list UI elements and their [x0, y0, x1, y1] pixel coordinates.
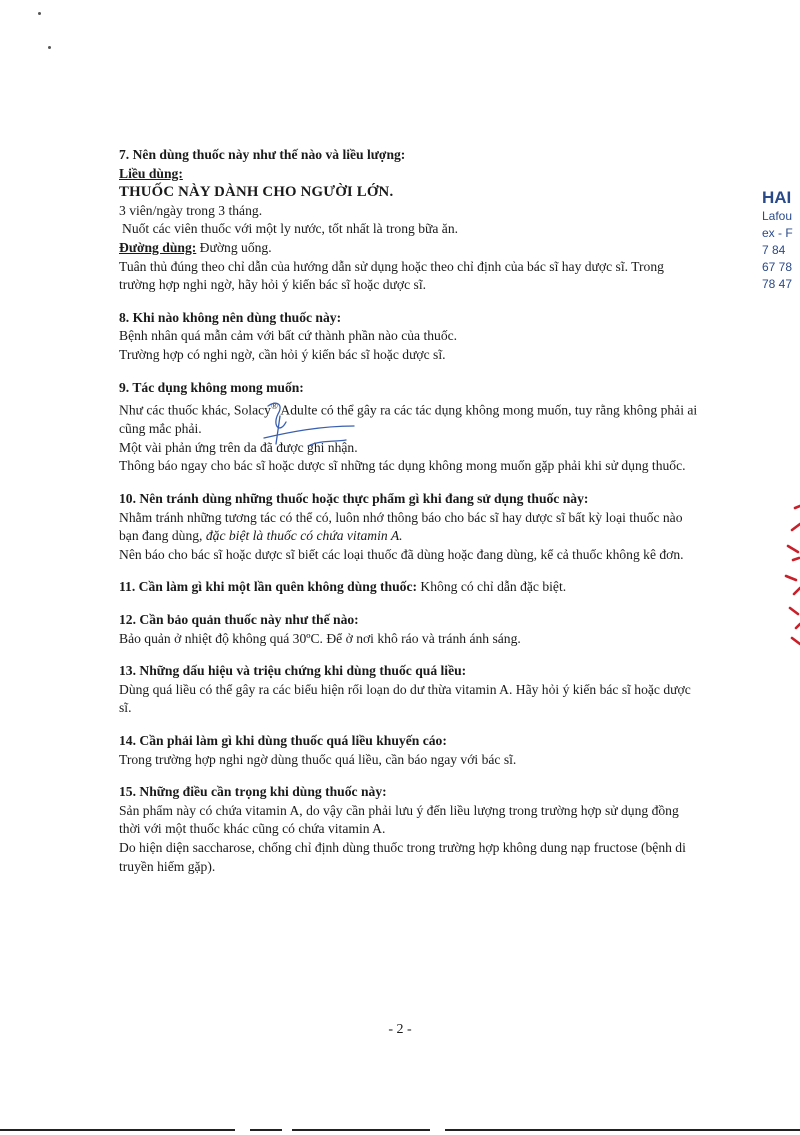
section-heading: 7. Nên dùng thuốc này như thế nào và liều lượng:: [119, 147, 406, 162]
section-heading: 12. Cần bảo quản thuốc này như thế nào:: [119, 612, 359, 627]
text-run: Không có chỉ dẫn đặc biệt.: [417, 579, 567, 595]
text-run: Như các thuốc khác, Solacy: [119, 402, 271, 418]
section-12: [119, 611, 699, 648]
section-heading: 8. Khi nào không nên dùng thuốc này:: [119, 309, 342, 325]
section-heading: 10. Nên tránh dùng những thuốc hoặc thực phẩm gì khi đang sử dụng thuốc này:: [119, 491, 589, 507]
section-heading: 15. Những điều cần trọng khi dùng thuốc này:: [119, 784, 387, 800]
stamp-text: HAI: [762, 188, 792, 207]
paragraph: Một vài phản ứng trên da đã được ghi nhận.: [119, 439, 358, 455]
section-14: [119, 732, 699, 769]
route-label: Đường dùng:: [119, 239, 197, 255]
red-stamp-fragment: [780, 500, 800, 650]
section-heading: 14. Cần phải làm gì khi dùng thuốc quá liều khuyến cáo:: [119, 732, 447, 748]
section-heading: 13. Những dấu hiệu và triệu chứng khi dùng thuốc quá liều:: [119, 663, 467, 679]
section-10: [119, 490, 699, 564]
paragraph: 3 viên/ngày trong 3 tháng.: [119, 202, 263, 218]
dose-label: Liều dùng:: [119, 165, 183, 181]
stamp-text: Lafou: [762, 209, 793, 223]
paragraph: Tuân thủ đúng theo chỉ dẫn của hướng dẫn sử dụng hoặc theo chỉ định của bác sĩ hay dược sĩ. Trong trường hợp nghi ngờ, hãy hỏi ý kiến bác sĩ hoặc dược sĩ.: [119, 258, 664, 293]
paragraph: Sản phẩm này có chứa vitamin A, do vậy cần phải lưu ý đến liều lượng trong trường hợp sử dụng đồng thời với một thuốc khác cũng có chứa vitamin A.: [119, 802, 679, 837]
scan-speck: [38, 12, 41, 15]
stamp-text: 7 84: [762, 243, 786, 257]
section-11: [119, 578, 699, 597]
page-number: - 2 -: [388, 1022, 412, 1037]
paragraph: Bảo quản ở nhiệt độ không quá 30ºC. Để ở nơi khô ráo và tránh ánh sáng.: [119, 630, 521, 646]
section-heading: 11. Cần làm gì khi một lần quên không dùng thuốc:: [119, 579, 418, 595]
section-9: [119, 379, 699, 477]
paragraph: Dùng quá liều có thể gây ra các biểu hiện rối loạn do dư thừa vitamin A. Hãy hỏi ý kiến bác sĩ hoặc dược sĩ.: [119, 681, 691, 716]
paragraph: [119, 397, 699, 439]
section-13: [119, 662, 699, 718]
leaflet-body: [119, 146, 699, 890]
paragraph: [119, 509, 699, 546]
stamp-text: 67 78: [762, 260, 793, 274]
paragraph: Do hiện diện saccharose, chống chỉ định dùng thuốc trong trường hợp không dung nạp fructose (bệnh di truyền hiếm gặp).: [119, 839, 686, 874]
stamp-text: ex - F: [762, 226, 793, 240]
text-run: Nhằm tránh những tương tác có thể có, luôn nhớ thông báo cho bác sĩ hay dược sĩ bất kỳ loại thuốc nào bạn đang dùng,: [119, 509, 683, 544]
stamp-text: 78 47: [762, 277, 793, 291]
paragraph: Nên báo cho bác sĩ hoặc dược sĩ biết các loại thuốc đã dùng hoặc đang dùng, kể cả thuốc không kê đơn.: [119, 546, 684, 562]
section-7: [119, 146, 699, 295]
pen-signature-mark: [250, 396, 360, 466]
paragraph: [119, 578, 699, 597]
section-8: [119, 309, 699, 365]
route-line: [119, 239, 699, 258]
stamp-fragment: [762, 188, 800, 293]
scan-speck: [48, 46, 51, 49]
paragraph: Thông báo ngay cho bác sĩ hoặc dược sĩ những tác dụng không mong muốn gặp phải khi sử dụng thuốc.: [119, 458, 686, 474]
italic-text-run: đặc biệt là thuốc có chứa vitamin A.: [205, 528, 403, 544]
adults-notice: THUỐC NÀY DÀNH CHO NGƯỜI LỚN.: [119, 184, 394, 201]
paragraph: Trong trường hợp nghi ngờ dùng thuốc quá liều, cần báo ngay với bác sĩ.: [119, 751, 517, 767]
paragraph: Bệnh nhân quá mẫn cảm với bất cứ thành phần nào của thuốc.: [119, 328, 458, 344]
section-15: [119, 783, 699, 876]
paragraph: Trường hợp có nghi ngờ, cần hỏi ý kiến bác sĩ hoặc dược sĩ.: [119, 346, 446, 362]
text-run: Adulte có thể gây ra các tác dụng không mong muốn, tuy rằng không phải ai cũng mắc phải.: [119, 402, 698, 437]
section-heading: 9. Tác dụng không mong muốn:: [119, 379, 304, 395]
paragraph: Nuốt các viên thuốc với một ly nước, tốt nhất là trong bữa ăn.: [122, 221, 459, 237]
registered-mark: ®: [270, 401, 278, 412]
bottom-rule: [0, 1128, 800, 1132]
route-value: Đường uống.: [196, 239, 272, 255]
